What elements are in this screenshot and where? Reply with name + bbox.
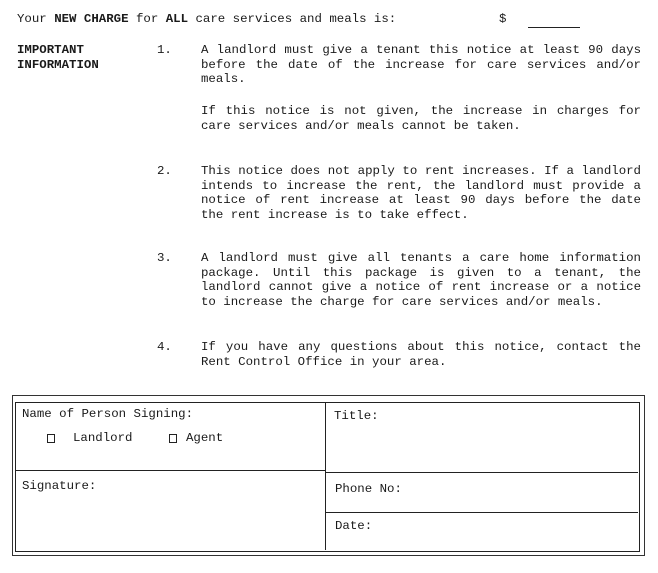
item-2 [201, 164, 641, 222]
item-3-number: 3. [157, 251, 172, 265]
header-middle: for [128, 12, 166, 26]
important-label-line1: IMPORTANT [17, 43, 84, 57]
item-1-followup [201, 104, 641, 133]
item-4 [201, 340, 641, 369]
signature-label: Signature: [22, 479, 97, 493]
charge-amount-field[interactable] [528, 27, 580, 28]
item-3 [201, 251, 641, 309]
title-label: Title: [334, 409, 379, 423]
landlord-checkbox[interactable] [47, 434, 55, 443]
dollar-sign: $ [499, 12, 507, 26]
form-divider-left [15, 470, 326, 471]
important-label-line2: INFORMATION [17, 58, 99, 72]
item-4-number: 4. [157, 340, 172, 354]
form-divider-vertical [325, 402, 326, 550]
date-label: Date: [335, 519, 373, 533]
item-1-number: 1. [157, 43, 172, 57]
header-all: ALL [165, 12, 189, 26]
item-3-text: A landlord must give all tenants a care home information package. Until this package is given to a tenant, the landlord cannot give a notice of rent increase or a notice to increase the charge for care services and/or meals. [201, 251, 641, 309]
landlord-label: Landlord [73, 431, 133, 445]
item-1 [201, 43, 641, 87]
form-divider-right-1 [325, 472, 638, 473]
agent-label: Agent [186, 431, 224, 445]
item-1-text: A landlord must give a tenant this notice at least 90 days before the date of the increase for care services and/or meals. [201, 43, 641, 86]
item-4-text: If you have any questions about this notice, contact the Rent Control Office in your area. [201, 340, 641, 369]
header-suffix: care services and meals is: [188, 12, 397, 26]
new-charge-statement [17, 12, 396, 26]
item-2-text: This notice does not apply to rent increases. If a landlord intends to increase the rent, the landlord must provide a notice of rent increase at least 90 days before the date the rent increase is to take effect. [201, 164, 641, 222]
item-2-number: 2. [157, 164, 172, 178]
phone-label: Phone No: [335, 482, 402, 496]
important-information-label [17, 43, 127, 73]
item-1-text2: If this notice is not given, the increase in charges for care services and/or meals cannot be taken. [201, 104, 641, 133]
signature-form [15, 402, 640, 552]
name-of-person-label: Name of Person Signing: [22, 407, 194, 421]
form-divider-right-2 [325, 512, 638, 513]
agent-checkbox[interactable] [169, 434, 177, 443]
header-new-charge: NEW CHARGE [54, 12, 129, 26]
header-prefix: Your [17, 12, 55, 26]
